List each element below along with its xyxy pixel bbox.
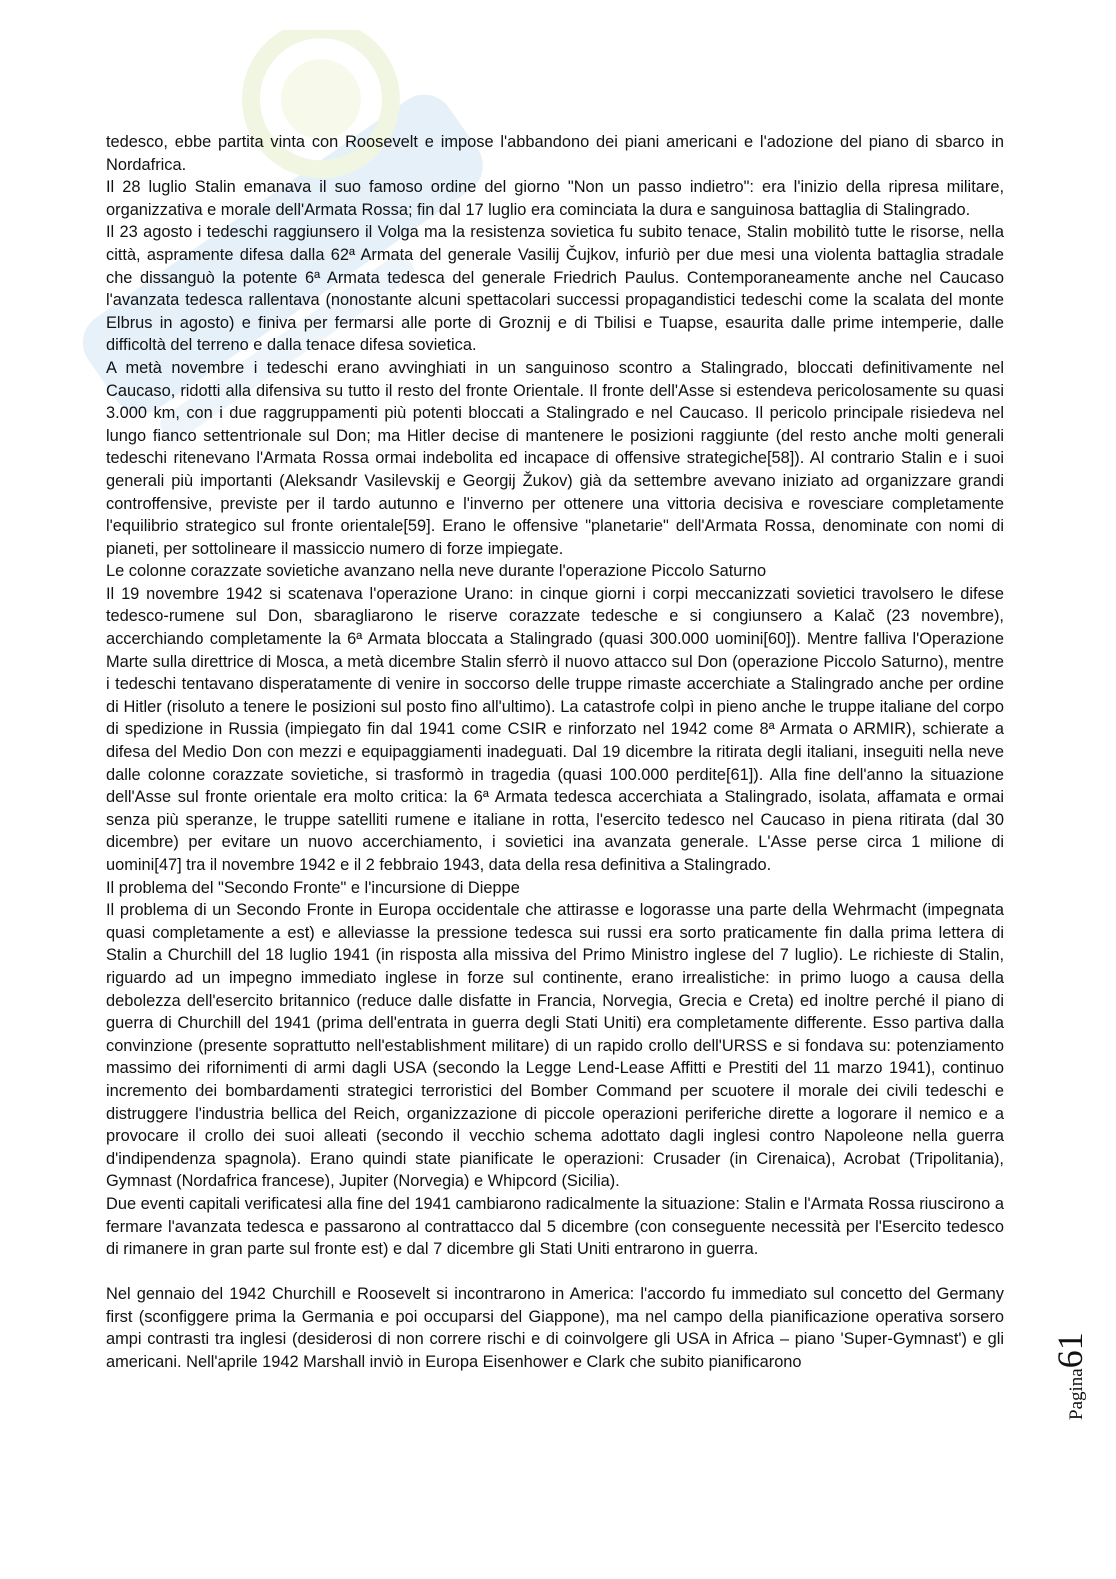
paragraph: Nel gennaio del 1942 Churchill e Roosevelt si incontrarono in America: l'accordo fu immediato sul concetto del Germany first (sconfiggere prima la Germania e poi occuparsi del Giappone), ma nel campo della pianificazione operativa sorsero ampi contrasti tra inglesi (desiderosi di non correre rischi e di coinvolgere gli USA in Africa – piano 'Super-Gymnast') e gli americani. Nell'aprile 1942 Marshall inviò in Europa Eisenhower e Clark che subito pianificarono xyxy=(106,1285,1004,1372)
blank-line xyxy=(106,1261,1004,1284)
image-caption: Le colonne corazzate sovietiche avanzano nella neve durante l'operazione Piccolo Saturno xyxy=(106,562,767,581)
paragraph: Il 23 agosto i tedeschi raggiunsero il Volga ma la resistenza sovietica fu subito tenace, Stalin mobilitò tutte le risorse, nella città, aspramente difesa dalla 62ª Armata del generale Vasilij Čujkov, infuriò per due mesi una violenta battaglia stradale che dissanguò la potente 6ª Armata tedesca del generale Friedrich Paulus. Contemporaneamente anche nel Caucaso l'avanzata tedesca rallentava (nonostante alcuni spettacolari successi propagandistici tedeschi come la scalata del monte Elbrus in agosto) e finiva per fermarsi alle porte di Groznij e di Tbilisi e Tuapse, esaurita dalle prime intemperie, dalle difficoltà del terreno e dalla tenace difesa sovietica. xyxy=(106,223,1004,355)
paragraph: Il problema di un Secondo Fronte in Europa occidentale che attirasse e logorasse una parte della Wehrmacht (impegnata quasi completamente a est) e alleviasse la pressione tedesca sui russi era sorto praticamente fin dalla prima lettera di Stalin a Churchill del 18 luglio 1941 (in risposta alla missiva del Primo Ministro inglese del 7 luglio). Le richieste di Stalin, riguardo ad un impegno immediato inglese in forze sul continente, erano irrealistiche: in primo luogo a causa della debolezza dell'esercito britannico (reduce dalle disfatte in Francia, Norvegia, Grecia e Creta) ed inoltre perché il piano di guerra di Churchill del 1941 (prima dell'entrata in guerra degli Stati Uniti) era completamente differente. Esso partiva dalla convinzione (presente soprattutto nell'establishment militare) di un rapido crollo dell'URSS e si fondava su: potenziamento massimo dei rifornimenti di armi dagli USA (secondo la Legge Lend-Lease Affitti e Prestiti del 11 marzo 1941), continuo incremento dei bombardamenti strategici terroristici del Bomber Command per scuotere il morale dei civili tedeschi e distruggere l'industria bellica del Reich, organizzazione di piccole operazioni periferiche dirette a logorare il nemico e a provocare il crollo dei suoi alleati (secondo il vecchio schema adottato dagli inglesi contro Napoleone nella guerra d'indipendenza spagnola). Erano quindi state pianificate le operazioni: Crusader (in Cirenaica), Acrobat (Tripolitania), Gymnast (Nordafrica francese), Jupiter (Norvegia) e Whipcord (Sicilia). xyxy=(106,901,1004,1191)
document-body xyxy=(106,131,1004,1374)
page-label: Pagina xyxy=(1066,1368,1087,1420)
page-number xyxy=(1049,1332,1091,1420)
paragraph: tedesco, ebbe partita vinta con Roosevelt e impose l'abbandono dei piani americani e l'adozione del piano di sbarco in Nordafrica. xyxy=(106,133,1004,174)
paragraph: Due eventi capitali verificatesi alla fine del 1941 cambiarono radicalmente la situazione: Stalin e l'Armata Rossa riuscirono a fermare l'avanzata tedesca e passarono al contrattacco dal 5 dicembre (con conseguente necessità per l'Esercito tedesco di rimanere in gran parte sul fronte est) e dal 7 dicembre gli Stati Uniti entrarono in guerra. xyxy=(106,1194,1004,1259)
paragraph: Il 19 novembre 1942 si scatenava l'operazione Urano: in cinque giorni i corpi meccanizzati sovietici travolsero le difese tedesco-rumene sul Don, sbaragliarono le riserve corazzate tedesche e si congiunsero a Kalač (23 novembre), accerchiando completamente la 6ª Armata bloccata a Stalingrado (quasi 300.000 uomini[60]). Mentre falliva l'Operazione Marte sulla direttrice di Mosca, a metà dicembre Stalin sferrò il nuovo attacco sul Don (operazione Piccolo Saturno), mentre i tedeschi tentavano disperatamente di venire in soccorso delle truppe rimaste accerchiate a Stalingrado anche per ordine di Hitler (risoluto a tenere le posizioni sul posto fino all'ultimo). La catastrofe colpì in pieno anche le truppe italiane del corpo di spedizione in Russia (impiegato fin dal 1941 come CSIR e rinforzato nel 1942 come 8ª Armata o ARMIR), schierate a difesa del Medio Don con mezzi e equipaggiamenti inadeguati. Dal 19 dicembre la ritirata degli italiani, inseguiti nella neve dalle colonne corazzate sovietiche, si trasformò in tragedia (quasi 100.000 perdite[61]). Alla fine dell'anno la situazione dell'Asse sul fronte orientale era molto critica: la 6ª Armata tedesca accerchiata a Stalingrado, isolata, affamata e ormai senza più speranze, le truppe satelliti rumene e italiane in rotta, l'esercito tedesco nel Caucaso in piena ritirata (dal 30 dicembre) per evitare un nuovo accerchiamento, i sovietici ina avanzata generale. L'Asse perse circa 1 milione di uomini[47] tra il novembre 1942 e il 2 febbraio 1943, data della resa definitiva a Stalingrado. xyxy=(106,584,1004,874)
section-heading: Il problema del "Secondo Fronte" e l'incursione di Dieppe xyxy=(106,878,520,897)
paragraph: A metà novembre i tedeschi erano avvinghiati in un sanguinoso scontro a Stalingrado, bloccati definitivamente nel Caucaso, ridotti alla difensiva su tutto il resto del fronte Orientale. Il fronte dell'Asse si estendeva pericolosamente su quasi 3.000 km, con i due raggruppamenti più potenti bloccati a Stalingrado e nel Caucaso. Il pericolo principale risiedeva nel lungo fianco settentrionale sul Don; ma Hitler decise di mantenere le posizioni raggiunte (del resto anche molti generali tedeschi ritenevano l'Armata Rossa ormai indebolita ed incapace di offensive strategiche[58]). Al contrario Stalin e i suoi generali più importanti (Aleksandr Vasilevskij e Georgij Žukov) già da settembre avevano iniziato ad organizzare grandi controffensive, previste per il tardo autunno e l'inverno per ottenere una vittoria decisiva e rovesciare completamente l'equilibrio strategico sul fronte orientale[59]. Erano le offensive "planetarie" dell'Armata Rossa, denominate con nomi di pianeti, per sottolineare il massiccio numero di forze impiegate. xyxy=(106,358,1004,558)
page-number-value: 61 xyxy=(1050,1332,1090,1369)
paragraph: Il 28 luglio Stalin emanava il suo famoso ordine del giorno "Non un passo indietro": era l'inizio della ripresa militare, organizzativa e morale dell'Armata Rossa; fin dal 17 luglio era cominciata la dura e sanguinosa battaglia di Stalingrado. xyxy=(106,178,1004,219)
